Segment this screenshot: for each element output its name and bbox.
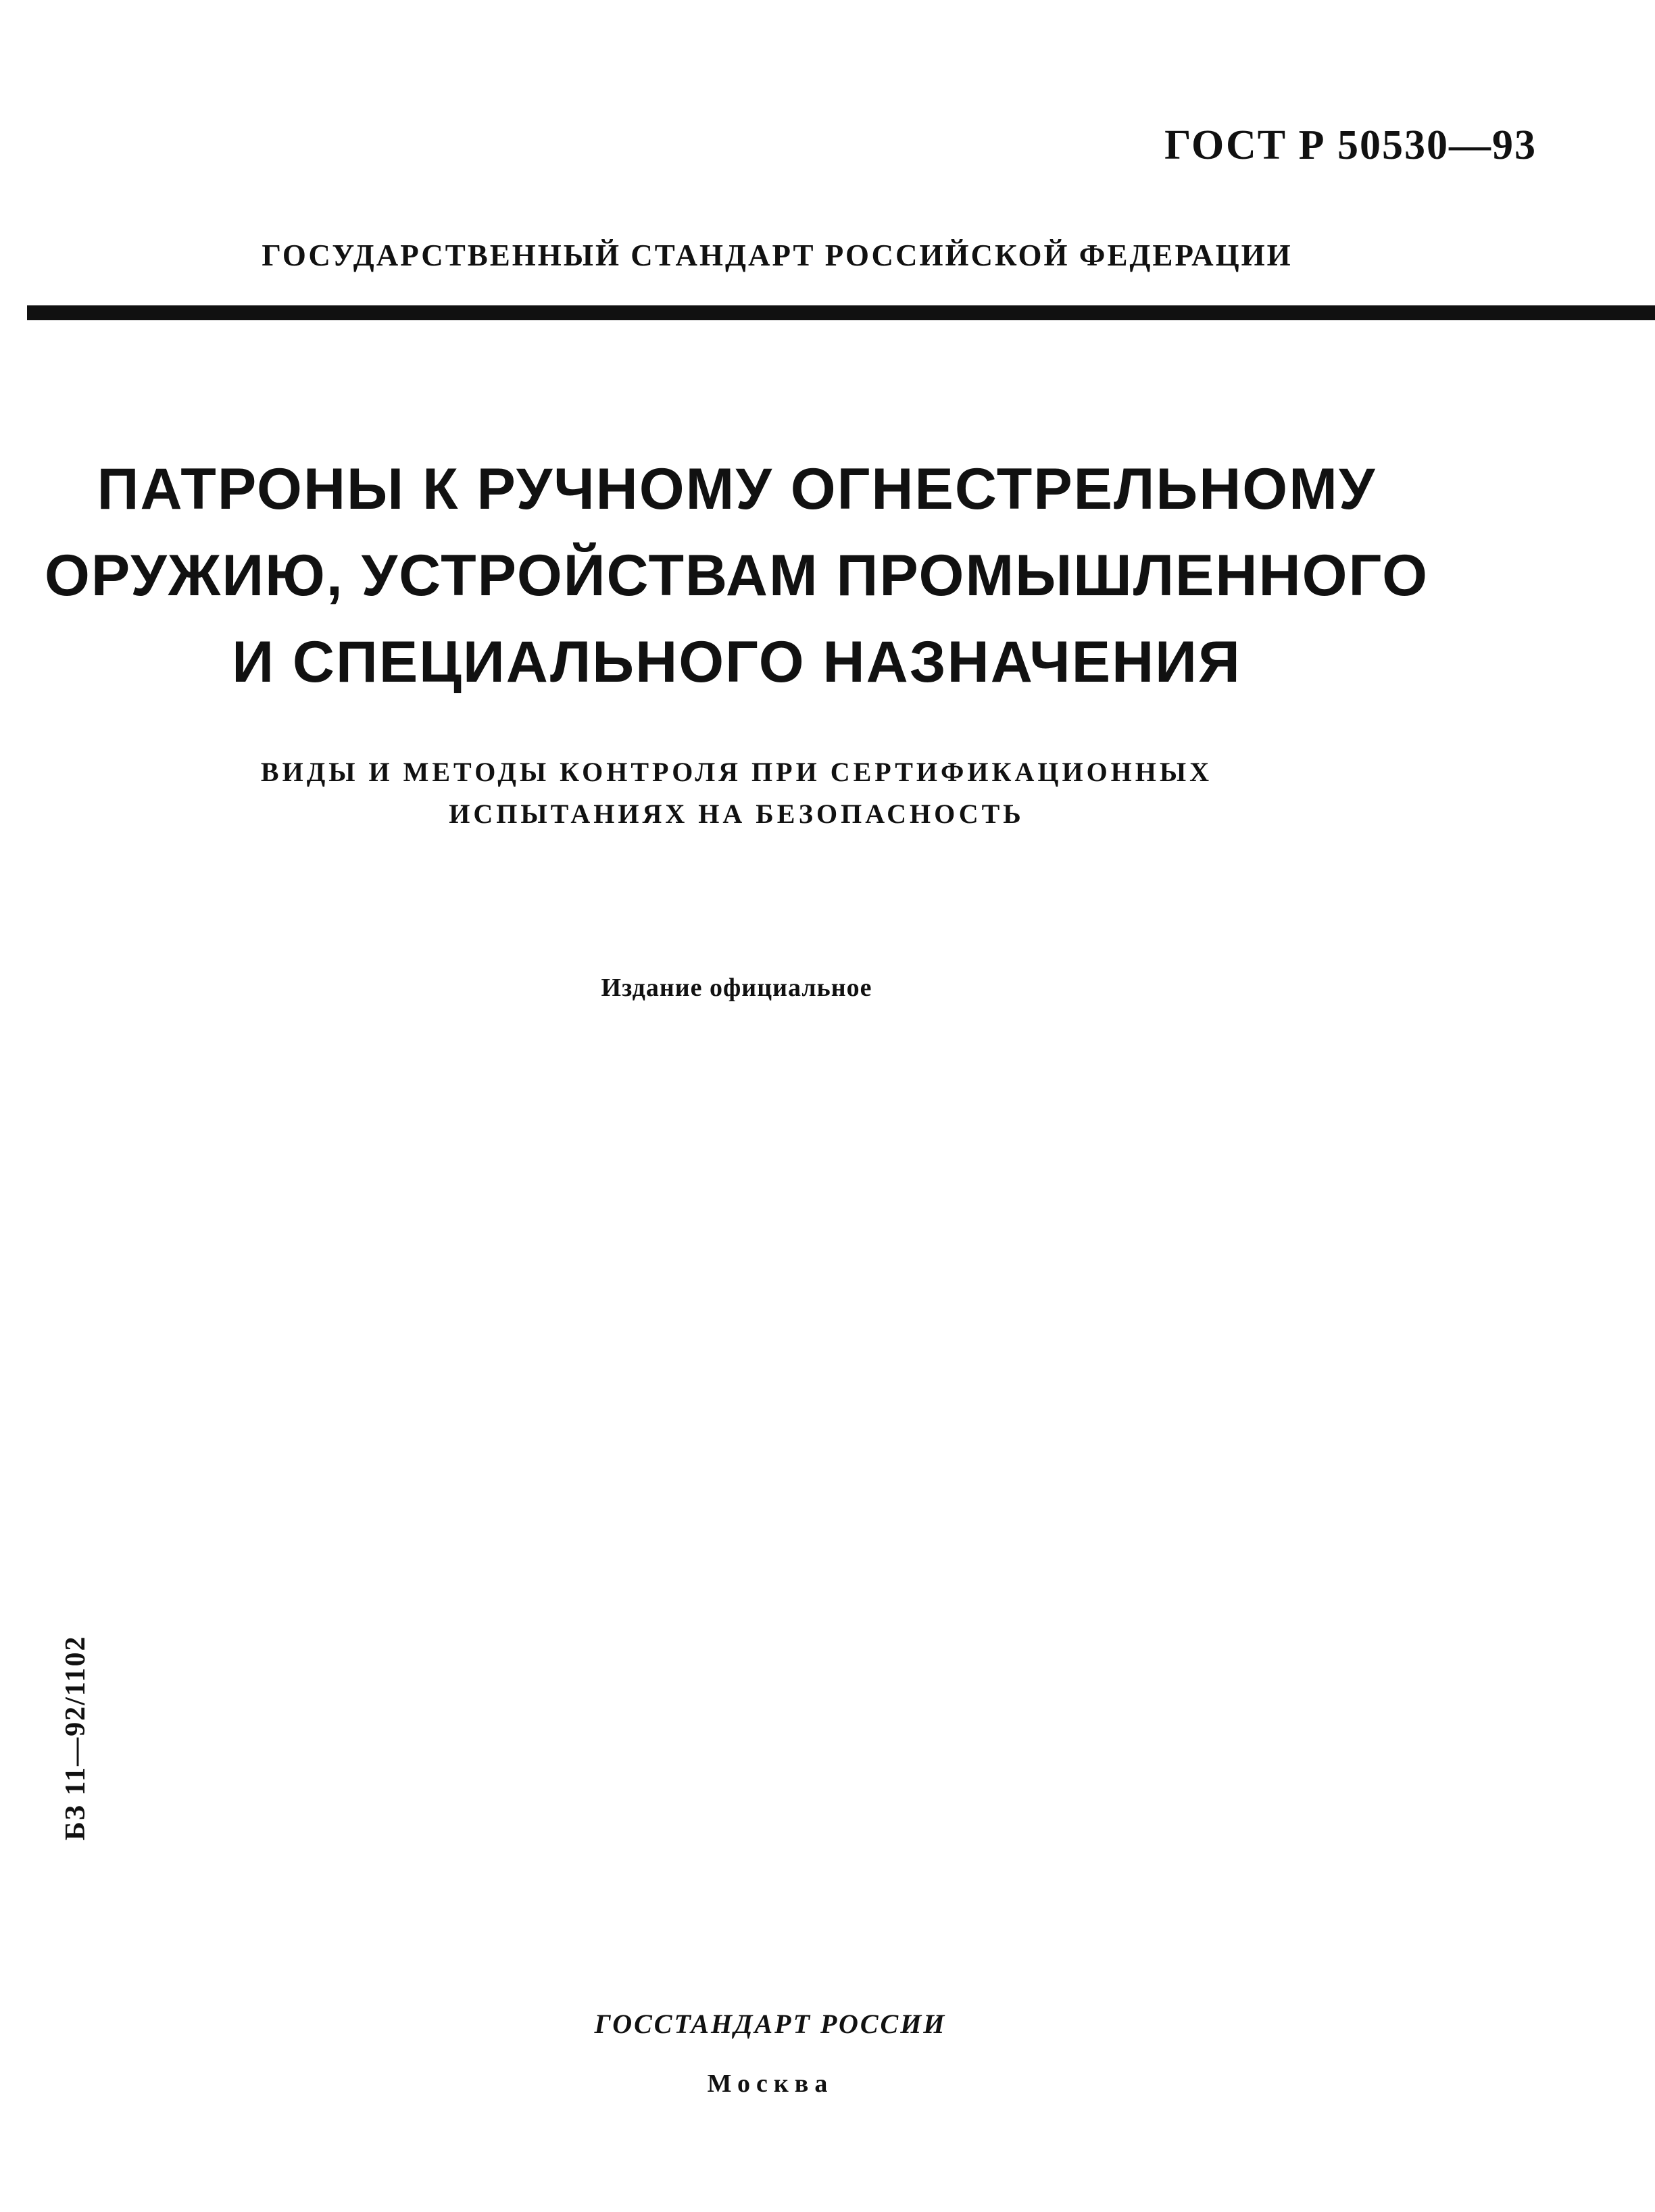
heading-rule [27,305,1655,320]
publisher: ГОССТАНДАРТ РОССИИ [594,2009,947,2039]
title-line: ОРУЖИЮ, УСТРОЙСТВАМ ПРОМЫШЛЕННОГО [44,543,1429,608]
document-title [0,446,1473,705]
gost-code: ГОСТ Р 50530—93 [1164,122,1537,168]
subtitle-line: ВИДЫ И МЕТОДЫ КОНТРОЛЯ ПРИ СЕРТИФИКАЦИОННЫХ [260,757,1213,787]
state-standard-heading: ГОСУДАРСТВЕННЫЙ СТАНДАРТ РОССИЙСКОЙ ФЕДЕРАЦИИ [262,238,1293,272]
publication-city: Москва [707,2069,834,2098]
subtitle-line: ИСПЫТАНИЯХ НА БЕЗОПАСНОСТЬ [449,799,1024,829]
document-subtitle [0,751,1473,835]
title-line: И СПЕЦИАЛЬНОГО НАЗНАЧЕНИЯ [232,630,1241,695]
title-line: ПАТРОНЫ К РУЧНОМУ ОГНЕСТРЕЛЬНОМУ [97,457,1377,522]
edition-note: Издание официальное [601,974,872,1002]
side-catalog-code: БЗ 11—92/1102 [60,1635,91,1840]
